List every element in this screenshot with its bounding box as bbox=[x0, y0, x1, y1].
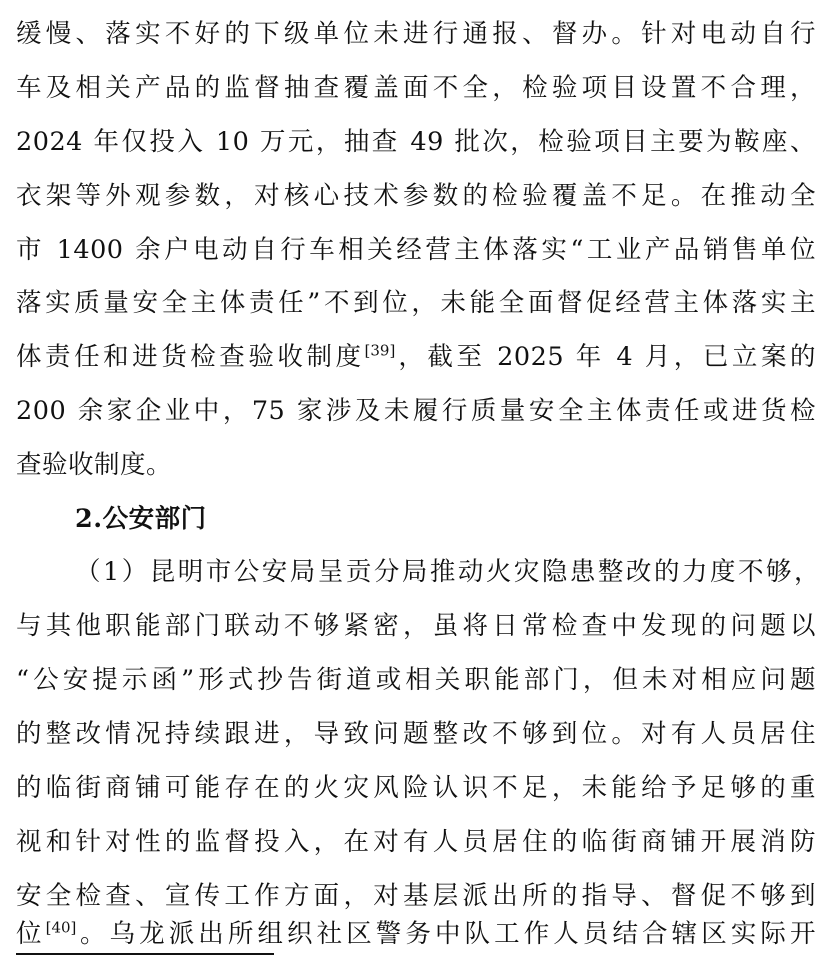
text-line-5: 市 1400 余户电动自行车相关经营主体落实“工业产品销售单位 bbox=[16, 235, 816, 265]
text-line-7-part-2: ，截至 2025 年 4 月，已立案的 bbox=[395, 342, 816, 372]
section-heading: 2.公安部门 bbox=[75, 504, 207, 534]
text-line-17-part-2: 。乌龙派出所组织社区警务中队工作人员结合辖区实际开 bbox=[76, 919, 816, 949]
text-line-10: （1）昆明市公安局呈贡分局推动火灾隐患整改的力度不够， bbox=[75, 557, 820, 587]
text-line-1: 缓慢、落实不好的下级单位未进行通报、督办。针对电动自行 bbox=[16, 19, 816, 49]
text-line-11: 与其他职能部门联动不够紧密，虽将日常检查中发现的问题以 bbox=[16, 611, 816, 641]
text-line-9: 查验收制度。 bbox=[16, 450, 173, 480]
footnote-reference-40[interactable]: [40] bbox=[45, 918, 77, 937]
text-line-13: 的整改情况持续跟进，导致问题整改不够到位。对有人员居住 bbox=[16, 719, 816, 749]
text-line-2: 车及相关产品的监督抽查覆盖面不全，检验项目设置不合理， bbox=[16, 73, 816, 103]
footnote-separator-line bbox=[16, 953, 274, 955]
text-line-17-part-1: 位 bbox=[16, 919, 46, 949]
text-line-8: 200 余家企业中，75 家涉及未履行质量安全主体责任或进货检 bbox=[16, 396, 816, 426]
text-line-16: 安全检查、宣传工作方面，对基层派出所的指导、督促不够到 bbox=[16, 881, 816, 911]
text-line-7 bbox=[16, 337, 816, 377]
text-line-12: “公安提示函”形式抄告街道或相关职能部门，但未对相应问题 bbox=[16, 665, 816, 695]
text-line-17 bbox=[16, 914, 816, 954]
text-line-6: 落实质量安全主体责任”不到位，未能全面督促经营主体落实主 bbox=[16, 288, 816, 318]
text-line-14: 的临街商铺可能存在的火灾风险认识不足，未能给予足够的重 bbox=[16, 773, 816, 803]
text-line-3: 2024 年仅投入 10 万元，抽查 49 批次，检验项目主要为鞍座、 bbox=[16, 127, 816, 157]
footnote-reference-39[interactable]: [39] bbox=[364, 341, 396, 360]
text-line-15: 视和针对性的监督投入，在对有人员居住的临街商铺开展消防 bbox=[16, 827, 816, 857]
text-line-4: 衣架等外观参数，对核心技术参数的检验覆盖不足。在推动全 bbox=[16, 181, 816, 211]
text-line-7-part-1: 体责任和进货检查验收制度 bbox=[16, 342, 365, 372]
